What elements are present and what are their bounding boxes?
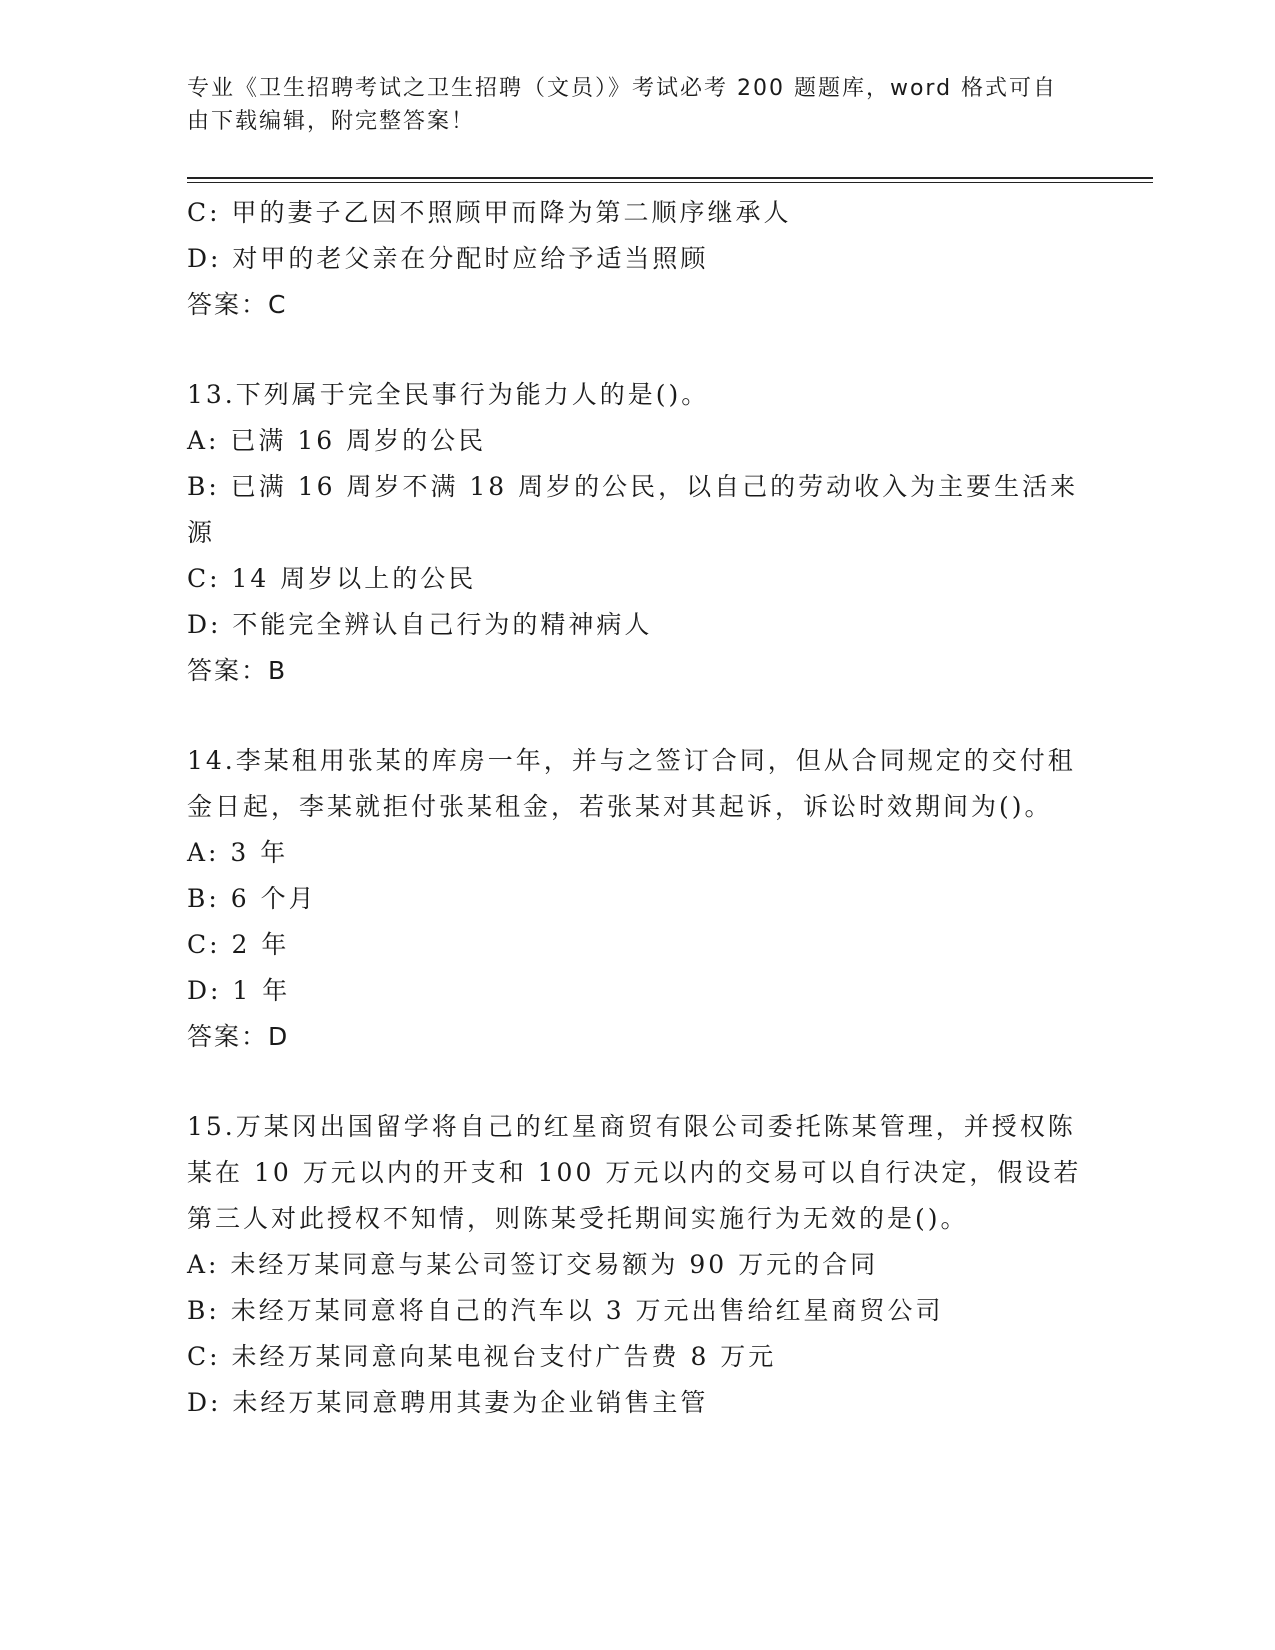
- option-d: D: 不能完全辨认自己行为的精神病人: [187, 610, 653, 639]
- answer-line: 答案：B: [187, 656, 288, 685]
- document-header: 专业《卫生招聘考试之卫生招聘（文员）》考试必考 200 题题库，word 格式可自由下载编辑，附完整答案！: [187, 76, 1058, 134]
- option-c: C: 2 年: [187, 930, 290, 959]
- option-b: B: 已满 16 周岁不满 18 周岁的公民，以自己的劳动收入为主要生活来源: [187, 472, 1079, 547]
- option-a: A: 未经万某同意与某公司签订交易额为 90 万元的合同: [187, 1250, 879, 1279]
- option-c: C: 14 周岁以上的公民: [187, 564, 477, 593]
- option-d: D: 未经万某同意聘用其妻为企业销售主管: [187, 1388, 709, 1417]
- option-a: A: 3 年: [187, 838, 289, 867]
- option-c: C: 未经万某同意向某电视台支付广告费 8 万元: [187, 1342, 777, 1371]
- header-rule-thin: [187, 182, 1153, 183]
- question-stem: 15.万某冈出国留学将自己的红星商贸有限公司委托陈某管理，并授权陈某在 10 万元以内的开支和 100 万元以内的交易可以自行决定，假设若第三人对此授权不知情，则陈某受托期间实施行为无效的是()。: [187, 1112, 1082, 1233]
- header-rule-thick: [187, 177, 1153, 179]
- question-stem: 14.李某租用张某的库房一年，并与之签订合同，但从合同规定的交付租金日起，李某就拒付张某租金，若张某对其起诉，诉讼时效期间为()。: [187, 746, 1076, 821]
- question-stem: 13.下列属于完全民事行为能力人的是()。: [187, 380, 710, 409]
- option-d: D: 对甲的老父亲在分配时应给予适当照顾: [187, 244, 709, 273]
- answer-line: 答案：C: [187, 290, 288, 319]
- option-b: B: 未经万某同意将自己的汽车以 3 万元出售给红星商贸公司: [187, 1296, 944, 1325]
- option-c: C: 甲的妻子乙因不照顾甲而降为第二顺序继承人: [187, 198, 792, 227]
- option-a: A: 已满 16 周岁的公民: [187, 426, 487, 455]
- question-content: [187, 190, 1087, 1426]
- answer-line: 答案：D: [187, 1022, 290, 1051]
- option-b: B: 6 个月: [187, 884, 317, 913]
- option-d: D: 1 年: [187, 976, 291, 1005]
